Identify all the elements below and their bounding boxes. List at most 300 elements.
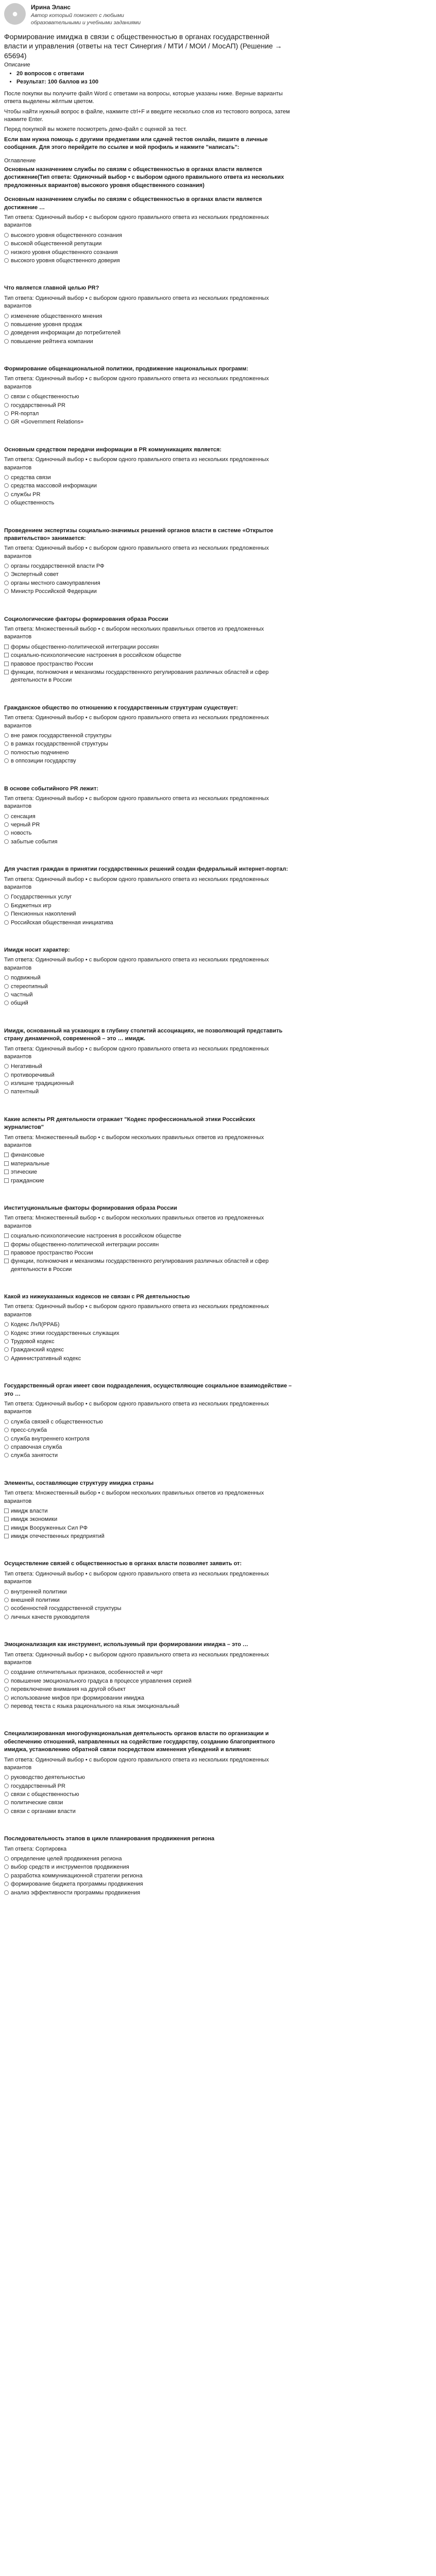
answer-option-label: политические связи <box>11 1800 63 1806</box>
radio-icon[interactable] <box>4 1606 9 1611</box>
answer-option-label: имидж Вооруженных Сил РФ <box>11 1524 88 1531</box>
answer-option-label: черный PR <box>11 822 40 828</box>
checkbox-icon[interactable] <box>4 1517 9 1521</box>
answer-option[interactable] <box>4 1524 292 1532</box>
answer-option-label: функции, полномочия и механизмы государственного регулирования различных областей и сфер деятельности в России <box>11 669 269 684</box>
answer-option[interactable] <box>4 1063 292 1071</box>
answer-option[interactable] <box>4 1160 292 1168</box>
radio-icon[interactable] <box>4 258 9 263</box>
answer-option[interactable] <box>4 1346 292 1354</box>
author-block <box>4 3 432 27</box>
answer-type: Тип ответа: Одиночный выбор • с выбором одного правильного ответа из нескольких предложенных вариантов <box>4 376 269 390</box>
checkbox-icon[interactable] <box>4 1509 9 1513</box>
answer-option[interactable] <box>4 1330 292 1337</box>
answer-option[interactable] <box>4 1533 292 1540</box>
answer-option-label: правовое пространство России <box>11 1249 93 1256</box>
answer-option[interactable] <box>4 813 292 821</box>
radio-icon[interactable] <box>4 411 9 416</box>
checkbox-icon[interactable] <box>4 662 9 666</box>
answer-type: Тип ответа: Множественный выбор • с выбором нескольких правильных ответов из предложенных вариантов <box>4 626 264 640</box>
question-title: Для участия граждан в принятии государственных решений создан федеральный интернет-портал: <box>4 866 288 873</box>
radio-icon[interactable] <box>4 1331 9 1335</box>
answer-type: Тип ответа: Одиночный выбор • с выбором одного правильного ответа из нескольких предложенных вариантов <box>4 295 269 310</box>
answer-option-label: финансовые <box>11 1152 45 1159</box>
radio-icon[interactable] <box>4 1081 9 1086</box>
answer-option-label: связи с органами власти <box>11 1808 76 1815</box>
radio-icon[interactable] <box>4 572 9 577</box>
answer-option[interactable] <box>4 821 292 829</box>
question-block <box>4 1730 292 1816</box>
answer-option-label: изменение общественного мнения <box>11 313 102 319</box>
answer-option-label: общественность <box>11 500 55 506</box>
answer-option[interactable] <box>4 643 292 651</box>
answer-option[interactable] <box>4 991 292 999</box>
question-title: Социологические факторы формирования образа России <box>4 616 168 622</box>
answer-option[interactable] <box>4 321 292 329</box>
radio-icon[interactable] <box>4 911 9 916</box>
radio-icon[interactable] <box>4 1792 9 1797</box>
answer-option-label: социально-психологические настроения в российском обществе <box>11 652 182 659</box>
page-title: Формирование имиджа в связи с общественностью в органах государственной власти и управления (ответы на тест Синергия / МТИ / МОИ / МосАП) (Решение → 65694) <box>4 32 282 60</box>
answer-option[interactable] <box>4 1597 292 1604</box>
radio-icon[interactable] <box>4 1089 9 1094</box>
answer-type: Тип ответа: Одиночный выбор • с выбором одного правильного ответа из нескольких предложенных вариантов <box>4 456 269 471</box>
answer-option[interactable] <box>4 1435 292 1443</box>
author-description: Автор который поможет с любыми образовательными и учебными заданиями <box>31 12 141 26</box>
question-title: Имидж, основанный на ускающих в глубину столетий ассоциациях, не позволяющий представить страну динамичной, современной – это … имидж. <box>4 1027 283 1042</box>
answer-option[interactable] <box>4 1872 292 1880</box>
description-label: Описание <box>4 61 30 68</box>
note: После покупки вы получите файл Word с ответами на вопросы, которые указаны ниже. Верные варианты ответа выделены жёлтым цветом. <box>4 90 283 105</box>
answer-option-label: излишне традиционный <box>11 1080 74 1087</box>
meta-item: • Результат: 100 баллов из 100 <box>16 78 432 86</box>
answer-option-label: государственный PR <box>11 402 66 409</box>
answer-option[interactable] <box>4 1088 292 1096</box>
answer-option[interactable] <box>4 1774 292 1782</box>
question-title: Эмоционализация как инструмент, используемый при формировании имиджа – это … <box>4 1641 249 1648</box>
answer-option[interactable] <box>4 491 292 499</box>
note: Перед покупкой вы можете посмотреть демо-файл с оценкой за тест. <box>4 126 187 133</box>
radio-icon[interactable] <box>4 1073 9 1077</box>
answer-option-label: Кодекс ЛнЛ(РРАБ) <box>11 1321 60 1328</box>
answer-option[interactable] <box>4 1507 292 1515</box>
answer-option[interactable] <box>4 580 292 587</box>
radio-icon[interactable] <box>4 1356 9 1361</box>
avatar[interactable] <box>4 3 26 25</box>
checkbox-icon[interactable] <box>4 1242 9 1247</box>
radio-icon[interactable] <box>4 975 9 980</box>
radio-icon[interactable] <box>4 1670 9 1674</box>
answer-option[interactable] <box>4 893 292 901</box>
answer-option[interactable] <box>4 1516 292 1523</box>
question-title: Осуществление связей с общественностью в органах власти позволяет заявить от: <box>4 1561 242 1567</box>
answer-option[interactable] <box>4 1444 292 1451</box>
answer-option[interactable] <box>4 669 292 685</box>
answer-option[interactable] <box>4 418 292 426</box>
answer-option-label: средства массовой информации <box>11 483 97 489</box>
radio-icon[interactable] <box>4 1322 9 1327</box>
radio-icon[interactable] <box>4 564 9 568</box>
checkbox-icon[interactable] <box>4 1161 9 1166</box>
radio-icon[interactable] <box>4 314 9 318</box>
radio-icon[interactable] <box>4 1882 9 1886</box>
answer-option-label: патентный <box>11 1089 39 1095</box>
answer-option[interactable] <box>4 329 292 337</box>
answer-option-label: имидж отечественных предприятий <box>11 1533 104 1540</box>
answer-option[interactable] <box>4 1880 292 1888</box>
answer-option[interactable] <box>4 402 292 410</box>
radio-icon[interactable] <box>4 403 9 408</box>
question-block <box>4 527 292 596</box>
answer-option[interactable] <box>4 1889 292 1897</box>
answer-option-label: низкого уровня общественного сознания <box>11 249 118 256</box>
toc[interactable]: Основным назначением службы по связям с общественностью в органах власти является достижение(Тип ответа: Одиночный выбор • с выбором одного правильного ответа из нескольких предложенных вариантов) высокого уровня общественного сознания) <box>4 166 284 189</box>
question-title: Какой из нижеуказанных кодексов не связан с PR деятельностью <box>4 1294 190 1300</box>
answer-option-label: анализ эффективности программы продвижения <box>11 1889 141 1896</box>
question-block <box>4 946 292 1008</box>
question-block <box>4 1560 292 1621</box>
radio-icon[interactable] <box>4 1589 9 1594</box>
answer-option-label: социально-психологические настроения в российском обществе <box>11 1233 182 1240</box>
answer-type: Тип ответа: Одиночный выбор • с выбором одного правильного ответа из нескольких предложенных вариантов <box>4 876 269 891</box>
question-block <box>4 196 292 265</box>
radio-icon[interactable] <box>4 1598 9 1602</box>
radio-icon[interactable] <box>4 1873 9 1878</box>
answer-option[interactable] <box>4 1669 292 1676</box>
answer-option-label: перевключение внимания на другой объект <box>11 1686 126 1693</box>
answer-option-label: доведения информации до потребителей <box>11 330 121 336</box>
radio-icon[interactable] <box>4 920 9 925</box>
answer-type: Тип ответа: Множественный выбор • с выбором нескольких правильных ответов из предложенных вариантов <box>4 1134 264 1149</box>
answer-option-label: выбор средств и инструментов продвижения <box>11 1864 129 1871</box>
radio-icon[interactable] <box>4 1347 9 1352</box>
answer-option[interactable] <box>4 232 292 240</box>
radio-icon[interactable] <box>4 589 9 594</box>
radio-icon[interactable] <box>4 1890 9 1895</box>
checkbox-icon[interactable] <box>4 1233 9 1238</box>
answer-option-label: личных качеств руководителя <box>11 1614 90 1620</box>
answer-option-label: пресс-служба <box>11 1427 47 1434</box>
question-block <box>4 1027 292 1096</box>
answer-option-label: Пенсионных накоплений <box>11 911 76 918</box>
answer-option[interactable] <box>4 983 292 991</box>
checkbox-icon[interactable] <box>4 1153 9 1157</box>
answer-option[interactable] <box>4 1168 292 1176</box>
question-block <box>4 1480 292 1541</box>
radio-icon[interactable] <box>4 1453 9 1458</box>
radio-icon[interactable] <box>4 475 9 480</box>
answer-option-label: правовое пространство России <box>11 660 93 667</box>
radio-icon[interactable] <box>4 903 9 908</box>
question-title: Имидж носит характер: <box>4 946 70 953</box>
question-title: Гражданское общество по отношению к государственным структурам существует: <box>4 704 238 711</box>
question-title: Государственный орган имеет свои подразделения, осуществляющие социальное взаимодействие – это … <box>4 1383 292 1397</box>
question-block <box>4 1641 292 1710</box>
radio-icon[interactable] <box>4 1615 9 1619</box>
answer-option-label: справочная служба <box>11 1444 62 1450</box>
answer-option-label: новость <box>11 830 32 837</box>
answer-option[interactable] <box>4 999 292 1007</box>
radio-icon[interactable] <box>4 492 9 497</box>
radio-icon[interactable] <box>4 1809 9 1814</box>
radio-icon[interactable] <box>4 250 9 255</box>
answer-option[interactable] <box>4 482 292 490</box>
answer-type: Тип ответа: Сортировка <box>4 1845 67 1852</box>
answer-option-label: функции, полномочия и механизмы государственного регулирования различных областей и сфер деятельности в России <box>11 1258 269 1273</box>
answer-option[interactable] <box>4 1452 292 1460</box>
answer-option[interactable] <box>4 393 292 401</box>
radio-icon[interactable] <box>4 758 9 763</box>
question-title: В основе событийного PR лежит: <box>4 785 99 792</box>
radio-icon[interactable] <box>4 394 9 399</box>
meta-list <box>16 70 432 86</box>
checkbox-icon[interactable] <box>4 645 9 649</box>
question-title: Что является главной целью PR? <box>4 285 99 292</box>
answer-type: Тип ответа: Одиночный выбор • с выбором одного правильного ответа из нескольких предложенных вариантов <box>4 715 269 729</box>
answer-option-label: связи с общественностью <box>11 1791 79 1798</box>
answer-option-label: Российская общественная инициатива <box>11 919 113 926</box>
question-title: Элементы, составляющие структуру имиджа страны <box>4 1480 154 1486</box>
radio-icon[interactable] <box>4 1865 9 1869</box>
radio-icon[interactable] <box>4 1339 9 1344</box>
question-title: Какие аспекты PR деятельности отражает "Кодекс профессиональной этики Российских журналистов" <box>4 1116 255 1131</box>
answer-option-label: службы PR <box>11 491 41 498</box>
answer-option[interactable] <box>4 474 292 482</box>
note: Чтобы найти нужный вопрос в файле, нажмите ctrl+F и введите несколько слов из тестового вопроса, затем нажмите Enter. <box>4 108 290 123</box>
answer-option[interactable] <box>4 652 292 659</box>
answer-option-label: перевод текста с языка рационального на язык эмоциональный <box>11 1703 180 1709</box>
radio-icon[interactable] <box>4 894 9 899</box>
answer-option[interactable] <box>4 829 292 837</box>
answer-option[interactable] <box>4 1783 292 1790</box>
answer-option[interactable] <box>4 1855 292 1863</box>
answer-option-label: Негативный <box>11 1063 42 1070</box>
answer-option-label: связи с общественностью <box>11 394 79 400</box>
answer-option[interactable] <box>4 1418 292 1426</box>
author-name[interactable]: Ирина Эланс <box>31 4 71 11</box>
radio-icon[interactable] <box>4 233 9 238</box>
answer-option-label: Министр Российской Федерации <box>11 588 97 595</box>
radio-icon[interactable] <box>4 839 9 844</box>
answer-option-label: имидж экономики <box>11 1516 58 1523</box>
answer-option[interactable] <box>4 1799 292 1807</box>
answer-option[interactable] <box>4 1151 292 1159</box>
answer-option-label: служба связей с общественностью <box>11 1418 103 1425</box>
radio-icon[interactable] <box>4 1445 9 1449</box>
answer-option-label: разработка коммуникационной стратегии региона <box>11 1872 143 1879</box>
answer-option[interactable] <box>4 757 292 765</box>
answer-option[interactable] <box>4 1355 292 1363</box>
meta-item: • 20 вопросов с ответами <box>16 70 432 78</box>
answer-option-label: GR «Government Relations» <box>11 419 84 426</box>
answer-option-label: высокого уровня общественного доверия <box>11 257 120 264</box>
answer-option-label: Административный кодекс <box>11 1355 81 1362</box>
answer-option-label: формирование бюджета программы продвижения <box>11 1881 143 1888</box>
answer-option[interactable] <box>4 902 292 910</box>
radio-icon[interactable] <box>4 733 9 738</box>
answer-option[interactable] <box>4 974 292 982</box>
radio-icon[interactable] <box>4 750 9 755</box>
radio-icon[interactable] <box>4 322 9 327</box>
radio-icon[interactable] <box>4 741 9 746</box>
answer-option-label: повышение эмоционального градуса в процессе управления серией <box>11 1677 191 1684</box>
answer-type: Тип ответа: Одиночный выбор • с выбором одного правильного ответа из нескольких предложенных вариантов <box>4 1045 269 1060</box>
answer-option-label: частный <box>11 991 33 998</box>
radio-icon[interactable] <box>4 1419 9 1424</box>
radio-icon[interactable] <box>4 831 9 835</box>
radio-icon[interactable] <box>4 419 9 424</box>
question-title: Институциональные факторы формирования образа России <box>4 1205 178 1211</box>
answer-type: Тип ответа: Одиночный выбор • с выбором одного правильного ответа из нескольких предложенных вариантов <box>4 1756 269 1771</box>
answer-option-label: забытые события <box>11 838 58 845</box>
answer-option[interactable] <box>4 563 292 570</box>
answer-type: Тип ответа: Одиночный выбор • с выбором одного правильного ответа из нескольких предложенных вариантов <box>4 1303 269 1318</box>
answer-option[interactable] <box>4 749 292 757</box>
question-block <box>4 616 292 685</box>
answer-option[interactable] <box>4 660 292 668</box>
radio-icon[interactable] <box>4 814 9 819</box>
checkbox-icon[interactable] <box>4 1526 9 1530</box>
answer-type: Тип ответа: Одиночный выбор • с выбором одного правильного ответа из нескольких предложенных вариантов <box>4 957 269 971</box>
answer-option[interactable] <box>4 1427 292 1434</box>
answer-option-label: противоречивый <box>11 1072 55 1078</box>
radio-icon[interactable] <box>4 500 9 505</box>
answer-option-label: органы государственной власти РФ <box>11 563 104 570</box>
answer-option[interactable] <box>4 1703 292 1710</box>
radio-icon[interactable] <box>4 1784 9 1788</box>
answer-option[interactable] <box>4 1232 292 1240</box>
answer-option[interactable] <box>4 1614 292 1621</box>
radio-icon[interactable] <box>4 1428 9 1432</box>
answer-option[interactable] <box>4 1249 292 1257</box>
answer-option[interactable] <box>4 1338 292 1346</box>
note: Если вам нужна помощь с другими предметами или сдачей тестов онлайн, пишите в личные сообщения. Для этого перейдите по ссылке и мой профиль и нажмите "написать": <box>4 136 268 151</box>
answer-option-label: внешней политики <box>11 1597 60 1604</box>
answer-option-label: использование мифов при формировании имиджа <box>11 1694 145 1701</box>
answer-option[interactable] <box>4 1808 292 1816</box>
radio-icon[interactable] <box>4 1687 9 1691</box>
answer-option[interactable] <box>4 571 292 579</box>
checkbox-icon[interactable] <box>4 1170 9 1174</box>
answer-option[interactable] <box>4 249 292 257</box>
answer-option-label: Государственных услуг <box>11 894 72 901</box>
checkbox-icon[interactable] <box>4 670 9 674</box>
radio-icon[interactable] <box>4 1704 9 1708</box>
radio-icon[interactable] <box>4 581 9 585</box>
radio-icon[interactable] <box>4 330 9 335</box>
answer-option[interactable] <box>4 1694 292 1702</box>
radio-icon[interactable] <box>4 984 9 989</box>
answer-option[interactable] <box>4 1258 292 1274</box>
answer-option[interactable] <box>4 910 292 918</box>
question-block <box>4 365 292 427</box>
question-title: Основным средством передачи информации в PR коммуникациях является: <box>4 446 222 453</box>
answer-option[interactable] <box>4 1686 292 1693</box>
answer-option-label: в рамках государственной структуры <box>11 741 108 748</box>
answer-option[interactable] <box>4 732 292 740</box>
radio-icon[interactable] <box>4 1696 9 1700</box>
answer-option[interactable] <box>4 338 292 346</box>
answer-option-label: стереотипный <box>11 983 48 990</box>
answer-option-label: гражданские <box>11 1177 44 1184</box>
answer-option[interactable] <box>4 1321 292 1329</box>
radio-icon[interactable] <box>4 822 9 827</box>
answer-option[interactable] <box>4 588 292 596</box>
radio-icon[interactable] <box>4 1436 9 1441</box>
answer-option-label: общий <box>11 1000 28 1007</box>
answer-option[interactable] <box>4 1177 292 1185</box>
radio-icon[interactable] <box>4 1064 9 1069</box>
radio-icon[interactable] <box>4 1001 9 1005</box>
question-title: Основным назначением службы по связям с общественностью в органах власти является достижение … <box>4 196 262 211</box>
answer-type: Тип ответа: Множественный выбор • с выбором нескольких правильных ответов из предложенных вариантов <box>4 1215 264 1229</box>
radio-icon[interactable] <box>4 1800 9 1805</box>
answer-option-label: определение целей продвижения региона <box>11 1856 122 1862</box>
radio-icon[interactable] <box>4 992 9 997</box>
question-block <box>4 284 292 346</box>
checkbox-icon[interactable] <box>4 1534 9 1538</box>
answer-option-label: служба внутреннего контроля <box>11 1435 90 1442</box>
answer-option-label: Трудовой кодекс <box>11 1338 55 1345</box>
answer-option[interactable] <box>4 257 292 265</box>
answer-option[interactable] <box>4 410 292 418</box>
checkbox-icon[interactable] <box>4 1250 9 1255</box>
answer-option-label: Экспертный совет <box>11 571 59 578</box>
answer-option[interactable] <box>4 313 292 320</box>
radio-icon[interactable] <box>4 241 9 246</box>
answer-option[interactable] <box>4 919 292 927</box>
question-title: Специализированная многофункциональная деятельность органов власти по организации и обеспечению отношений, направленных на содействие государству, созданию благоприятного имиджа, установлению обратной связи посредством изменения убеждений и влияния: <box>4 1731 275 1753</box>
radio-icon[interactable] <box>4 1775 9 1780</box>
answer-option-label: повышение уровня продаж <box>11 321 82 328</box>
answer-option-label: формы общественно-политической интеграции россиян <box>11 1241 159 1248</box>
answer-option-label: PR-портал <box>11 411 39 417</box>
answer-option-label: в оппозиции государству <box>11 758 76 765</box>
question-block <box>4 1382 292 1460</box>
answer-option-label: вне рамок государственной структуры <box>11 732 112 739</box>
radio-icon[interactable] <box>4 483 9 488</box>
answer-option-label: служба занятости <box>11 1452 58 1459</box>
radio-icon[interactable] <box>4 339 9 344</box>
question-title: Последовательность этапов в цикле планирования продвижения региона <box>4 1836 215 1842</box>
checkbox-icon[interactable] <box>4 1259 9 1263</box>
checkbox-icon[interactable] <box>4 653 9 657</box>
answer-option[interactable] <box>4 1241 292 1249</box>
question-block <box>4 1835 292 1897</box>
answer-option[interactable] <box>4 1863 292 1871</box>
answer-type: Тип ответа: Одиночный выбор • с выбором одного правильного ответа из нескольких предложенных вариантов <box>4 1401 269 1415</box>
answer-option[interactable] <box>4 1791 292 1799</box>
question-title: Проведением экспертизы социально-значимых решений органов власти в системе «Открытое правительство» занимается: <box>4 527 273 541</box>
answer-option-label: создание отличительных признаков, особенностей и черт <box>11 1669 163 1676</box>
answer-option-label: повышение рейтинга компании <box>11 338 93 345</box>
answer-option[interactable] <box>4 1072 292 1079</box>
answer-option[interactable] <box>4 240 292 248</box>
answer-option-label: материальные <box>11 1160 50 1167</box>
answer-option[interactable] <box>4 1588 292 1596</box>
radio-icon[interactable] <box>4 1856 9 1861</box>
answer-option[interactable] <box>4 740 292 748</box>
answer-option[interactable] <box>4 1605 292 1613</box>
radio-icon[interactable] <box>4 1679 9 1683</box>
checkbox-icon[interactable] <box>4 1178 9 1183</box>
answer-option[interactable] <box>4 838 292 846</box>
answer-option-label: имидж власти <box>11 1507 48 1514</box>
answer-option[interactable] <box>4 1677 292 1685</box>
answer-option-label: особенностей государственной структуры <box>11 1605 121 1612</box>
answer-option[interactable] <box>4 499 292 507</box>
answer-option[interactable] <box>4 1080 292 1088</box>
